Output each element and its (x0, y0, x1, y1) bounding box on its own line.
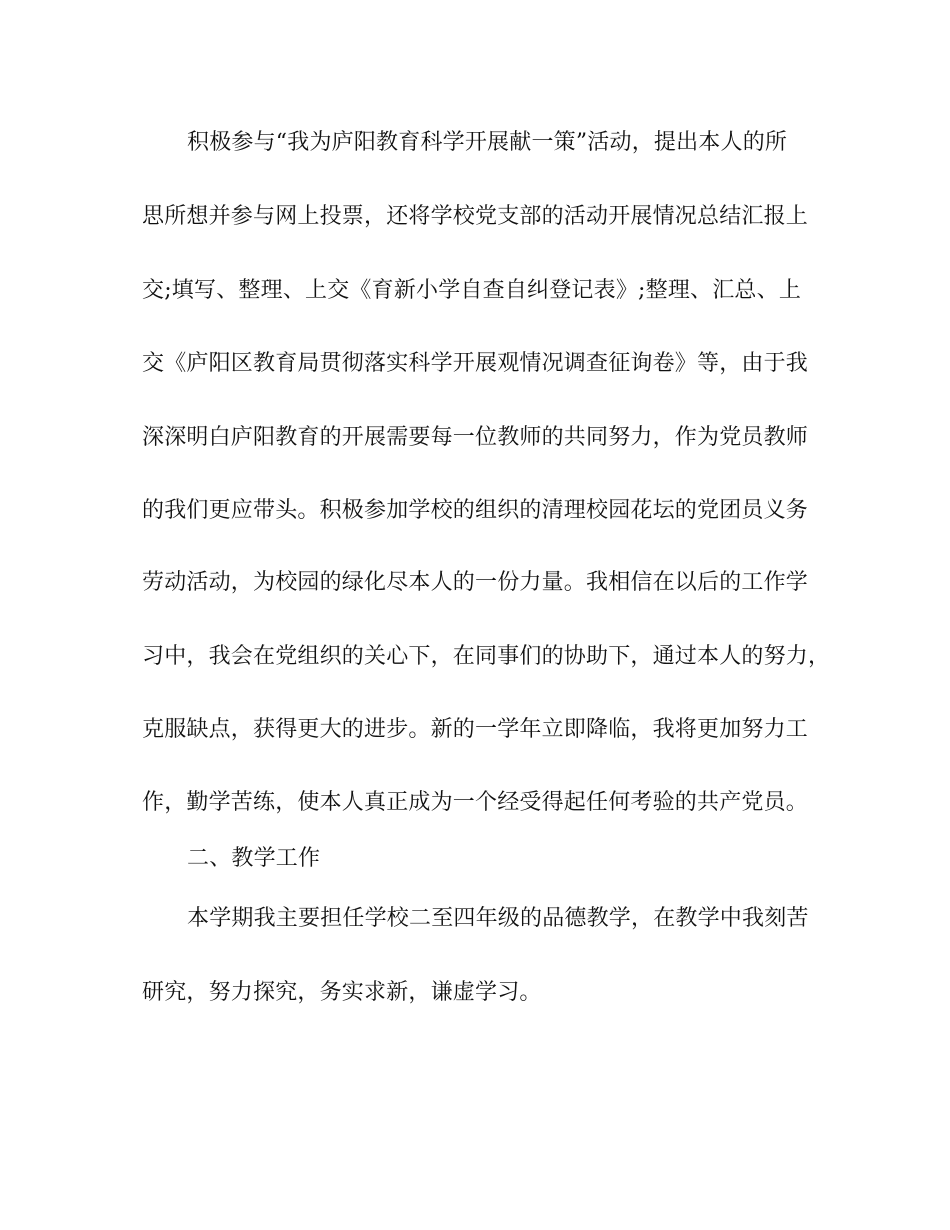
paragraph-line-8: 习中，我会在党组织的关心下，在同事们的协助下，通过本人的努力， (142, 644, 831, 669)
paragraph-line-4: 交《庐阳区教育局贯彻落实科学开展观情况调查征询卷》等，由于我 (142, 351, 809, 376)
paragraph-line-6: 的我们更应带头。积极参加学校的组织的清理校园花坛的党团员义务 (142, 498, 809, 523)
paragraph-line-3: 交;填写、整理、上交《育新小学自查自纠登记表》;整理、汇总、上 (142, 278, 802, 303)
paragraph-line-7: 劳动活动，为校园的绿化尽本人的一份力量。我相信在以后的工作学 (142, 570, 809, 595)
paragraph-line-1: 积极参与“我为庐阳教育科学开展献一策”活动，提出本人的所 (187, 130, 788, 155)
paragraph-line-10: 作，勤学苦练，使本人真正成为一个经受得起任何考验的共产党员。 (142, 790, 809, 815)
paragraph-line-12: 研究，努力探究，务实求新，谦虚学习。 (142, 980, 542, 1005)
paragraph-line-9: 克服缺点，获得更大的进步。新的一学年立即降临，我将更加努力工 (142, 717, 809, 742)
section-heading: 二、教学工作 (187, 846, 321, 871)
paragraph-line-5: 深深明白庐阳教育的开展需要每一位教师的共同努力，作为党员教师 (142, 425, 809, 450)
paragraph-line-2: 思所想并参与网上投票，还将学校党支部的活动开展情况总结汇报上 (142, 204, 809, 229)
paragraph-line-11: 本学期我主要担任学校二至四年级的品德教学，在教学中我刻苦 (187, 906, 809, 931)
